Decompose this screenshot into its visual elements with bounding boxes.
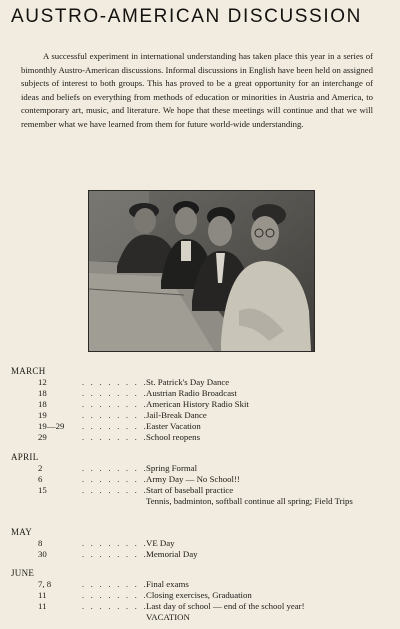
event-name: Last day of school — end of the school year!	[146, 601, 305, 611]
schedule-row	[0, 410, 400, 421]
event-name: Jail-Break Dance	[146, 410, 207, 420]
intro-paragraph: A successful experiment in international understanding has taken place this year in a series of bimonthly Austro-American discussions. Informal discussions in English have been held on assigned subjects of interest to both groups. This has proved to be a great opportunity for an interchange of ideas and beliefs on everything from methods of education or minorities in Austria and America, to contemporary art, music, and literature. We hope that these meetings will continue and that we will remember what we have learned from them for future world-wide understanding.	[21, 51, 373, 129]
leader-dots: . . . . . . . .	[82, 475, 148, 484]
event-name: American History Radio Skit	[146, 399, 249, 409]
leader-dots: . . . . . . . .	[82, 400, 148, 409]
event-name: Easter Vacation	[146, 421, 201, 431]
schedule-row	[0, 549, 400, 560]
june-note: VACATION	[146, 612, 190, 622]
schedule-row	[0, 590, 400, 601]
month-heading: MARCH	[11, 366, 46, 376]
event-date: 29	[38, 432, 47, 442]
schedule-row	[0, 388, 400, 399]
leader-dots: . . . . . . . .	[82, 433, 148, 442]
april-note: Tennis, badminton, softball continue all spring; Field Trips	[146, 496, 353, 506]
event-date: 18	[38, 388, 47, 398]
leader-dots: . . . . . . . .	[82, 550, 148, 559]
event-name: Start of baseball practice	[146, 485, 234, 495]
discussion-group-photo	[88, 190, 315, 352]
month-heading: JUNE	[11, 568, 35, 578]
event-date: 19—29	[38, 421, 65, 431]
leader-dots: . . . . . . . .	[82, 464, 148, 473]
event-date: 15	[38, 485, 47, 495]
event-name: Final exams	[146, 579, 189, 589]
event-name: Closing exercises, Graduation	[146, 590, 252, 600]
leader-dots: . . . . . . . .	[82, 580, 148, 589]
leader-dots: . . . . . . . .	[82, 411, 148, 420]
leader-dots: . . . . . . . .	[82, 602, 148, 611]
event-name: Spring Formal	[146, 463, 198, 473]
leader-dots: . . . . . . . .	[82, 591, 148, 600]
event-name: St. Patrick's Day Dance	[146, 377, 230, 387]
event-date: 18	[38, 399, 47, 409]
leader-dots: . . . . . . . .	[82, 539, 148, 548]
event-name: Army Day — No School!!	[146, 474, 240, 484]
event-name: Austrian Radio Broadcast	[146, 388, 237, 398]
event-date: 19	[38, 410, 47, 420]
event-date: 8	[38, 538, 43, 548]
event-date: 7, 8	[38, 579, 52, 589]
page-title: AUSTRO-AMERICAN DISCUSSION	[11, 6, 362, 27]
leader-dots: . . . . . . . .	[82, 486, 148, 495]
month-heading: MAY	[11, 527, 33, 537]
leader-dots: . . . . . . . .	[82, 378, 148, 387]
event-date: 6	[38, 474, 43, 484]
schedule-row	[0, 601, 400, 612]
event-date: 12	[38, 377, 47, 387]
photo-illustration	[89, 191, 314, 351]
schedule-row	[0, 538, 400, 549]
schedule-row	[0, 399, 400, 410]
schedule-row	[0, 474, 400, 485]
event-date: 11	[38, 590, 47, 600]
schedule-row	[0, 579, 400, 590]
event-date: 2	[38, 463, 43, 473]
schedule-row	[0, 463, 400, 474]
schedule-row	[0, 421, 400, 432]
schedule-row	[0, 432, 400, 443]
event-name: VE Day	[146, 538, 175, 548]
schedule-row	[0, 377, 400, 388]
event-name: School reopens	[146, 432, 200, 442]
leader-dots: . . . . . . . .	[82, 389, 148, 398]
event-date: 11	[38, 601, 47, 611]
month-heading: APRIL	[11, 452, 39, 462]
leader-dots: . . . . . . . .	[82, 422, 148, 431]
event-name: Memorial Day	[146, 549, 198, 559]
event-date: 30	[38, 549, 47, 559]
schedule-row	[0, 485, 400, 496]
